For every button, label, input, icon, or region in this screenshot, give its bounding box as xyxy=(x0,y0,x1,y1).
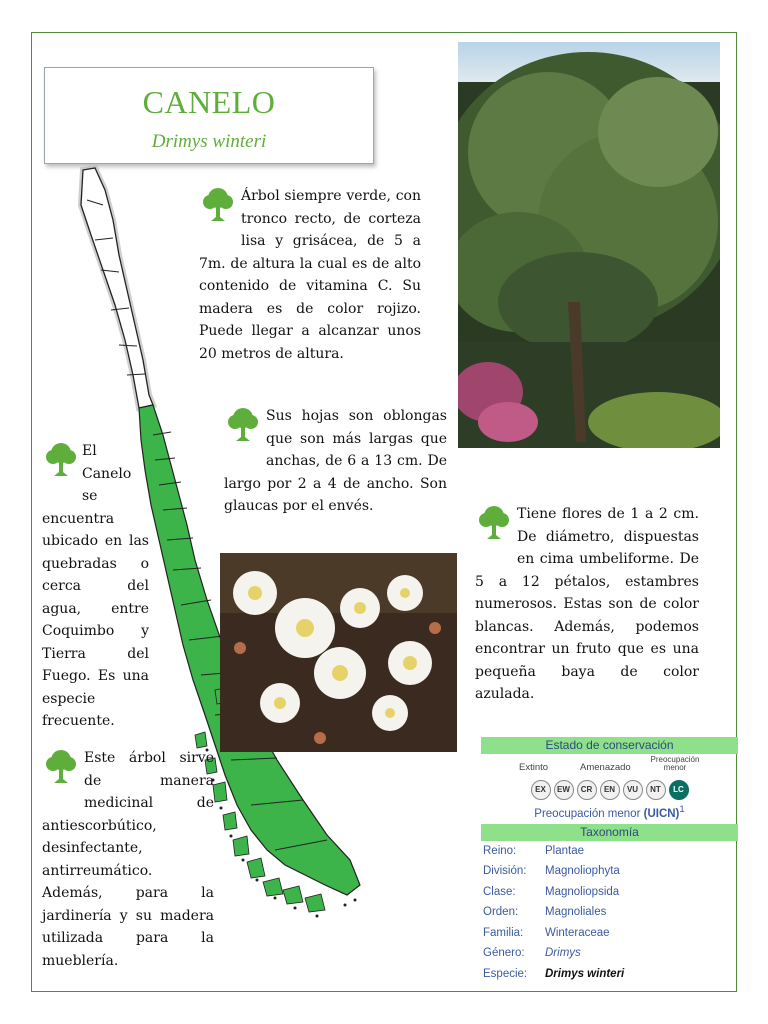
taxonomy-row xyxy=(481,841,738,862)
tree-icon xyxy=(224,405,262,451)
status-badges xyxy=(481,780,738,800)
paragraph-text: Sus hojas son oblongas que son más largas que anchas, de 6 a 13 cm. De largo por 2 a 4 de ancho. Son glaucas por el envés. xyxy=(224,408,447,514)
tree-icon xyxy=(42,747,80,793)
reference-link[interactable]: 1 xyxy=(679,804,685,815)
taxonomy-header: Taxonomía xyxy=(481,824,738,841)
taxonomy-row xyxy=(481,882,738,903)
page-subtitle: Drimys winteri xyxy=(151,131,267,152)
tree-photo xyxy=(458,42,720,448)
taxonomy-key: Familia: xyxy=(483,926,524,939)
taxonomy-key: Orden: xyxy=(483,906,519,919)
status-org-link[interactable]: (UICN) xyxy=(643,807,680,820)
paragraph-habitat xyxy=(42,440,149,733)
taxonomy-key: Reino: xyxy=(483,844,517,857)
taxonomy-value[interactable]: Magnoliopsida xyxy=(545,885,620,898)
paragraph-description xyxy=(199,185,421,365)
tree-icon xyxy=(475,503,513,549)
flower-photo xyxy=(220,553,457,752)
conservation-header: Estado de conservación xyxy=(481,737,738,754)
conservation-status xyxy=(481,804,738,820)
taxonomy-row xyxy=(481,923,738,944)
taxonomy-value: Drimys winteri xyxy=(545,967,625,980)
paragraph-uses xyxy=(42,747,214,972)
taxonomy-key: Género: xyxy=(483,947,525,960)
paragraph-leaves xyxy=(224,405,447,518)
taxonomy-row xyxy=(481,902,738,923)
taxonomy-row xyxy=(481,943,738,964)
tree-icon xyxy=(199,185,237,231)
page-title: CANELO xyxy=(142,84,276,120)
label-threatened: Amenazado xyxy=(580,762,631,773)
taxonomy-row xyxy=(481,861,738,882)
status-link[interactable]: Preocupación menor xyxy=(534,807,641,820)
label-extinct: Extinto xyxy=(519,762,549,773)
badge-lc: LC xyxy=(669,780,689,800)
taxonomy-key: Especie: xyxy=(483,967,528,980)
badge-ew: EW xyxy=(554,780,574,800)
badge-en: EN xyxy=(600,780,620,800)
badge-nt: NT xyxy=(646,780,666,800)
taxonomy-key: Clase: xyxy=(483,885,516,898)
paragraph-flowers xyxy=(475,503,699,706)
taxonomy-value[interactable]: Magnoliales xyxy=(545,906,607,919)
tree-icon xyxy=(42,440,80,486)
title-box xyxy=(44,67,374,164)
taxonomy-key: División: xyxy=(483,865,527,878)
species-infobox xyxy=(481,737,738,992)
badge-vu: VU xyxy=(623,780,643,800)
taxonomy-value[interactable]: Drimys xyxy=(545,947,581,960)
taxonomy-value[interactable]: Winteraceae xyxy=(545,926,610,939)
taxonomy-value[interactable]: Plantae xyxy=(545,844,585,857)
badge-cr: CR xyxy=(577,780,597,800)
taxonomy-row xyxy=(481,964,738,985)
label-least-concern: Preocupación menor xyxy=(650,755,700,772)
taxonomy-table xyxy=(481,841,738,985)
paragraph-text: Este árbol sirve de manera medicinal de antiescorbútico, desinfectante, antirreumático. Además, para la jardinería y su madera utilizada para la mueblería. xyxy=(42,750,214,969)
paragraph-text: Árbol siempre verde, con tronco recto, de corteza lisa y grisácea, de 5 a 7m. de altura la cual es de alto contenido de vitamina C. Su madera es de color rojizo. Puede llegar a alcanzar unos 20 metros de altura. xyxy=(199,188,421,362)
taxonomy-value[interactable]: Magnoliophyta xyxy=(545,865,620,878)
status-labels xyxy=(481,754,738,780)
paragraph-text: Tiene flores de 1 a 2 cm. De diámetro, dispuestas en cima umbeliforme. De 5 a 12 pétalos, estambres numerosos. Estas son de color blancas. Además, podemos encontrar un fruto que es una pequeña baya de color azulada. xyxy=(475,506,699,702)
badge-ex: EX xyxy=(531,780,551,800)
paragraph-text: El Canelo se encuentra ubicado en las quebradas o cerca del agua, entre Coquimbo y Tierra del Fuego. Es una especie frecuente. xyxy=(42,443,149,729)
